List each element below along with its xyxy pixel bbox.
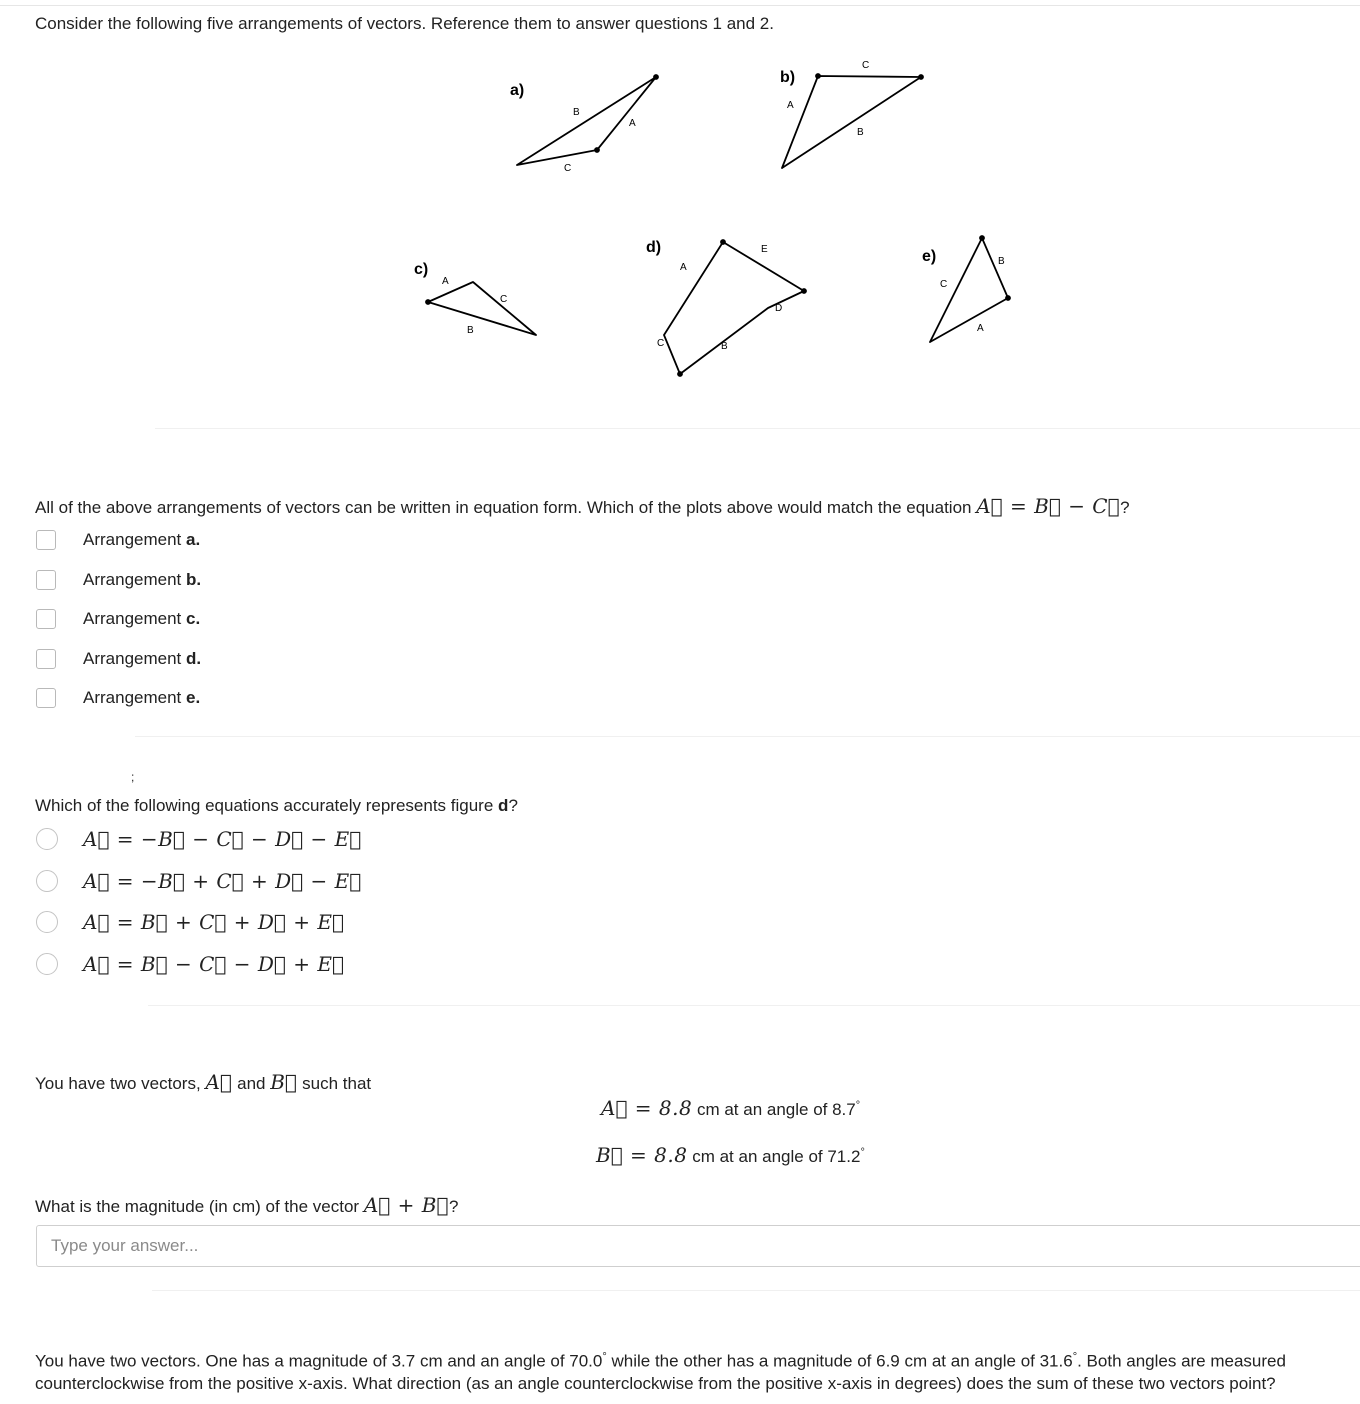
q2-radio-4[interactable] <box>36 953 58 975</box>
q2-radio-3[interactable] <box>36 911 58 933</box>
figure-e-label: e) <box>922 248 937 265</box>
figure-c <box>426 282 536 335</box>
figure-b <box>782 74 923 168</box>
top-divider <box>0 5 1360 6</box>
figure-c-vector-label: A <box>442 276 449 287</box>
q2-option-2[interactable]: A⃗ = −B⃗ + C⃗ + D⃗ − E⃗ <box>36 869 58 893</box>
question-1-text: All of the above arrangements of vectors can be written in equation form. Which of the plots above would match the equation A⃗ = B⃗ − C⃗? <box>35 494 1130 518</box>
q1-checkbox-e[interactable] <box>36 688 56 708</box>
figure-a-vector-label: A <box>629 118 636 129</box>
question-4-line-2: counterclockwise from the positive x-axis. What direction (as an angle counterclockwise from the positive x-axis in degrees) does the sum of these two vectors point? <box>35 1374 1276 1393</box>
figure-d-vector-label: B <box>721 341 728 352</box>
divider <box>135 736 1360 737</box>
figure-d-vector-label: D <box>775 303 783 314</box>
intro-text: Consider the following five arrangements of vectors. Reference them to answer questions 1 and 2. <box>35 14 774 33</box>
figure-d-label: d) <box>646 239 662 256</box>
figure-b-label: b) <box>780 69 796 86</box>
q1-option-a[interactable]: Arrangement a. <box>36 528 56 552</box>
q2-radio-2[interactable] <box>36 870 58 892</box>
figure-a-label: a) <box>510 82 525 99</box>
question-3-intro: You have two vectors, A⃗ and B⃗ such that <box>35 1070 372 1094</box>
q2-option-3[interactable]: A⃗ = B⃗ + C⃗ + D⃗ + E⃗ <box>36 910 58 934</box>
stray-mark: ; <box>131 770 135 784</box>
divider <box>148 1005 1360 1006</box>
q1-option-e[interactable]: Arrangement e. <box>36 686 56 710</box>
figure-d-vector-label: E <box>761 244 768 255</box>
q1-checkbox-d[interactable] <box>36 649 56 669</box>
figure-d-vector-label: C <box>657 338 665 349</box>
figure-a-vector-label: B <box>573 107 580 118</box>
vector-b-definition: B⃗ = 8.8 cm at an angle of 71.2° <box>596 1143 865 1167</box>
figure-a-vector-label: C <box>564 163 572 174</box>
q1-checkbox-a[interactable] <box>36 530 56 550</box>
q1-option-b[interactable]: Arrangement b. <box>36 568 56 592</box>
figure-c-vector-label: B <box>467 325 474 336</box>
figure-d <box>664 240 806 376</box>
question-1-prompt: All of the above arrangements of vectors can be written in equation form. Which of the plots above would match the equation <box>35 498 972 517</box>
q2-option-1[interactable]: A⃗ = −B⃗ − C⃗ − D⃗ − E⃗ <box>36 827 58 851</box>
vector-a-definition: A⃗ = 8.8 cm at an angle of 8.7° <box>601 1096 861 1120</box>
figure-b-vector-label: B <box>857 127 864 138</box>
figure-b-vector-label: A <box>787 100 794 111</box>
q1-option-c[interactable]: Arrangement c. <box>36 607 56 631</box>
vector-arrangements-figure <box>0 40 1360 390</box>
figure-c-label: c) <box>414 261 429 278</box>
q1-checkbox-c[interactable] <box>36 609 56 629</box>
q1-checkbox-b[interactable] <box>36 570 56 590</box>
q2-option-4[interactable]: A⃗ = B⃗ − C⃗ − D⃗ + E⃗ <box>36 952 58 976</box>
question-1-equation: A⃗ = B⃗ − C⃗ <box>976 494 1121 518</box>
question-3-text: What is the magnitude (in cm) of the vector A⃗ + B⃗? <box>35 1193 459 1217</box>
question-4-line-1: You have two vectors. One has a magnitude of 3.7 cm and an angle of 70.0° while the other has a magnitude of 6.9 cm at an angle of 31.6°. Both angles are measured <box>35 1351 1286 1371</box>
figure-d-vector-label: A <box>680 262 687 273</box>
divider <box>152 1290 1360 1291</box>
divider <box>155 428 1360 429</box>
q2-radio-1[interactable] <box>36 828 58 850</box>
figure-e-vector-label: C <box>940 279 948 290</box>
figure-e-vector-label: A <box>977 323 984 334</box>
question-2-text: Which of the following equations accurately represents figure d? <box>35 796 518 815</box>
figure-c-vector-label: C <box>500 294 508 305</box>
figure-a <box>517 75 658 165</box>
q1-option-d[interactable]: Arrangement d. <box>36 647 56 671</box>
figure-b-vector-label: C <box>862 60 870 71</box>
figure-e-vector-label: B <box>998 256 1005 267</box>
answer-input[interactable] <box>36 1225 1360 1267</box>
